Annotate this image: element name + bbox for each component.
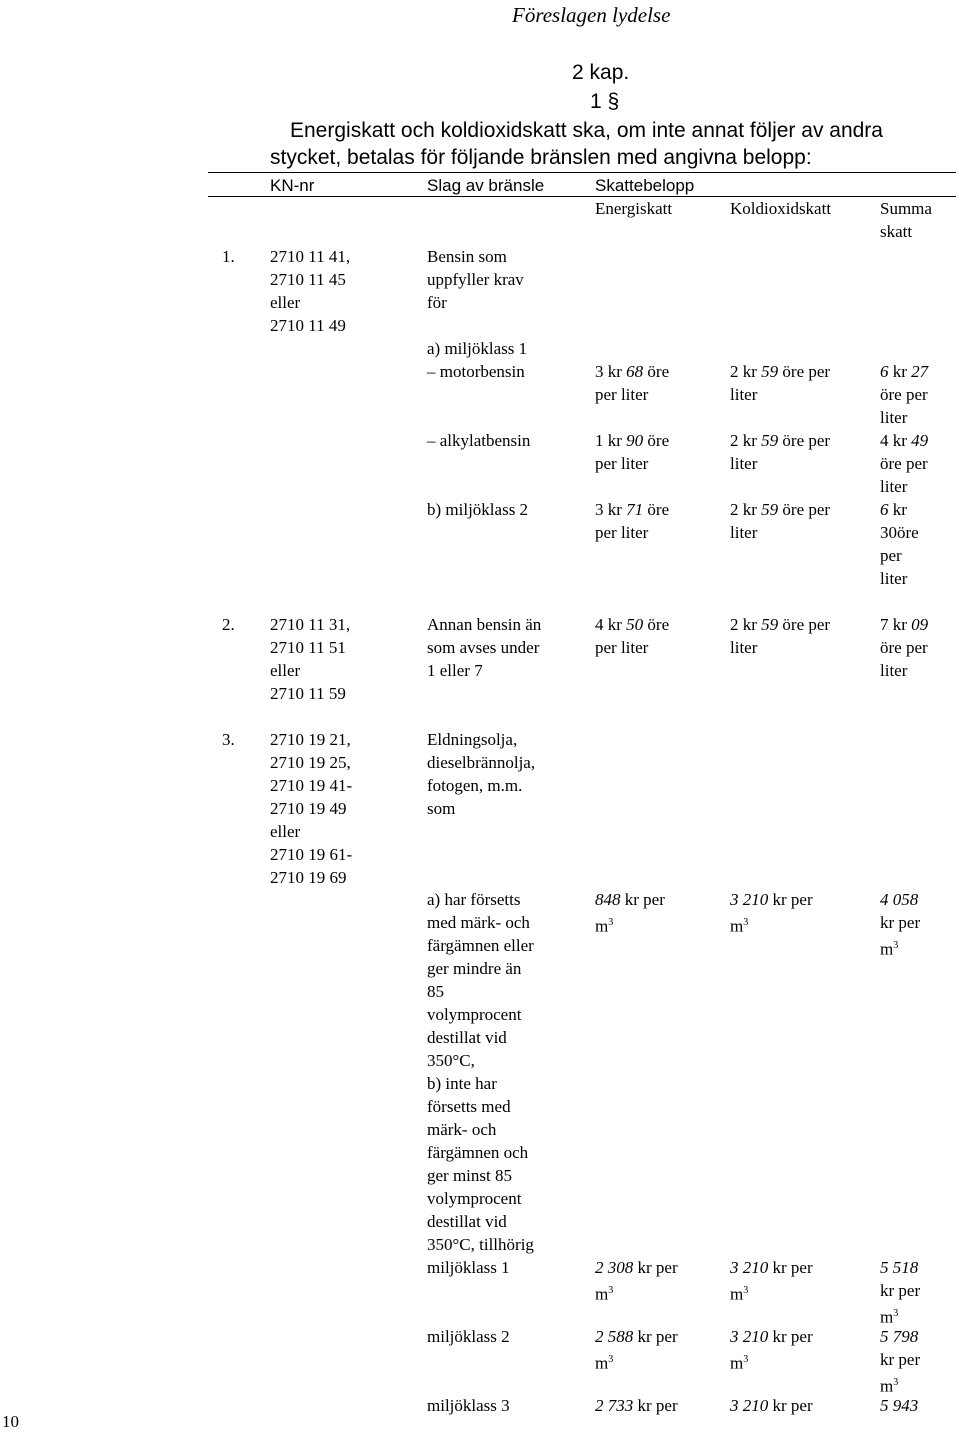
row3-mk3-koldioxidskatt: 3 210 kr per [730, 1396, 813, 1415]
page-number: 10 [2, 1412, 19, 1431]
alkylatbensin-energiskatt: 1 kr 90 öre per liter [595, 431, 670, 473]
alkylatbensin-summa: 4 kr 49 öre per liter [880, 431, 929, 496]
row3-kn: 2710 19 21, 2710 19 25, 2710 19 41- 2710 19 49 eller 2710 19 61- 2710 19 69 [270, 730, 353, 887]
header-rule [208, 196, 956, 197]
row3-sub-desc: a) har försetts med märk- och färgämnen eller ger mindre än 85 volymprocent destillat vid 350°C, b) inte har försetts med märk- och färgämnen och ger minst 85 volymprocent destillat vid 350°C, tillhörig [427, 890, 534, 1254]
col-slag: Slag av bränsle [427, 176, 545, 195]
miljoklass2-label: b) miljöklass 2 [427, 500, 529, 519]
row3-mk1-label: miljöklass 1 [427, 1258, 510, 1277]
row3-desc: Eldningsolja, dieselbrännolja, fotogen, m.m. som [427, 730, 536, 818]
row3-mk3-energiskatt: 2 733 kr per [595, 1396, 678, 1415]
row3-mk1-summa: 5 518 kr per $m^3$ [880, 1258, 921, 1327]
miljoklass2-summa: 6 kr 30öre per liter [880, 500, 919, 588]
col-skattebelopp: Skattebelopp [595, 176, 695, 195]
motorbensin-koldioxidskatt: 2 kr 59 öre per liter [730, 362, 831, 404]
row2-energiskatt: 4 kr 50 öre per liter [595, 615, 670, 657]
row2-kn: 2710 11 31, 2710 11 51 eller 2710 11 59 [270, 615, 351, 703]
row3-mk2-energiskatt: 2 588 kr per $m^3$ [595, 1327, 678, 1373]
alkylatbensin-label: – alkylatbensin [427, 431, 531, 450]
row2-summa: 7 kr 09 öre per liter [880, 615, 929, 680]
row1-kn: 2710 11 41, 2710 11 45 eller 2710 11 49 [270, 247, 351, 335]
intro-line-1: Energiskatt och koldioxidskatt ska, om inte annat följer av andra [290, 119, 883, 142]
intro-line-2: stycket, betalas för följande bränslen med angivna belopp: [270, 146, 812, 169]
row3-mk3-label: miljöklass 3 [427, 1396, 510, 1415]
alkylatbensin-koldioxidskatt: 2 kr 59 öre per liter [730, 431, 831, 473]
col-summa: Summa [880, 199, 932, 218]
row3-mk2-label: miljöklass 2 [427, 1327, 510, 1346]
col-koldioxidskatt: Koldioxidskatt [730, 199, 832, 218]
row1-desc: Bensin som uppfyller krav för [427, 247, 524, 312]
table-top-rule [208, 172, 956, 173]
row3-mk3-summa: 5 943 [880, 1396, 919, 1415]
section-title: 1 § [590, 90, 620, 113]
motorbensin-label: – motorbensin [427, 362, 525, 381]
page-heading: Föreslagen lydelse [512, 3, 671, 27]
row3-mk2-koldioxidskatt: 3 210 kr per $m^3$ [730, 1327, 813, 1373]
row3a-koldioxidskatt: 3 210 kr per $m^3$ [730, 890, 813, 936]
miljoklass2-koldioxidskatt: 2 kr 59 öre per liter [730, 500, 831, 542]
row1-sub-a: a) miljöklass 1 [427, 339, 528, 358]
row2-koldioxidskatt: 2 kr 59 öre per liter [730, 615, 831, 657]
row3a-summa: 4 058 kr per $m^3$ [880, 890, 921, 959]
row1-number: 1. [222, 247, 235, 266]
motorbensin-summa: 6 kr 27 öre per liter [880, 362, 929, 427]
miljoklass2-energiskatt: 3 kr 71 öre per liter [595, 500, 670, 542]
row2-number: 2. [222, 615, 235, 634]
col-energiskatt: Energiskatt [595, 199, 673, 218]
motorbensin-energiskatt: 3 kr 68 öre per liter [595, 362, 670, 404]
chapter-title: 2 kap. [572, 61, 630, 84]
row3-mk2-summa: 5 798 kr per $m^3$ [880, 1327, 921, 1396]
col-skatt: skatt [880, 222, 913, 241]
col-kn-nr: KN-nr [270, 176, 315, 195]
row3-number: 3. [222, 730, 235, 749]
row3a-energiskatt: 848 kr per $m^3$ [595, 890, 665, 936]
row2-desc: Annan bensin än som avses under 1 eller 7 [427, 615, 542, 680]
row3-mk1-energiskatt: 2 308 kr per $m^3$ [595, 1258, 678, 1304]
row3-mk1-koldioxidskatt: 3 210 kr per $m^3$ [730, 1258, 813, 1304]
